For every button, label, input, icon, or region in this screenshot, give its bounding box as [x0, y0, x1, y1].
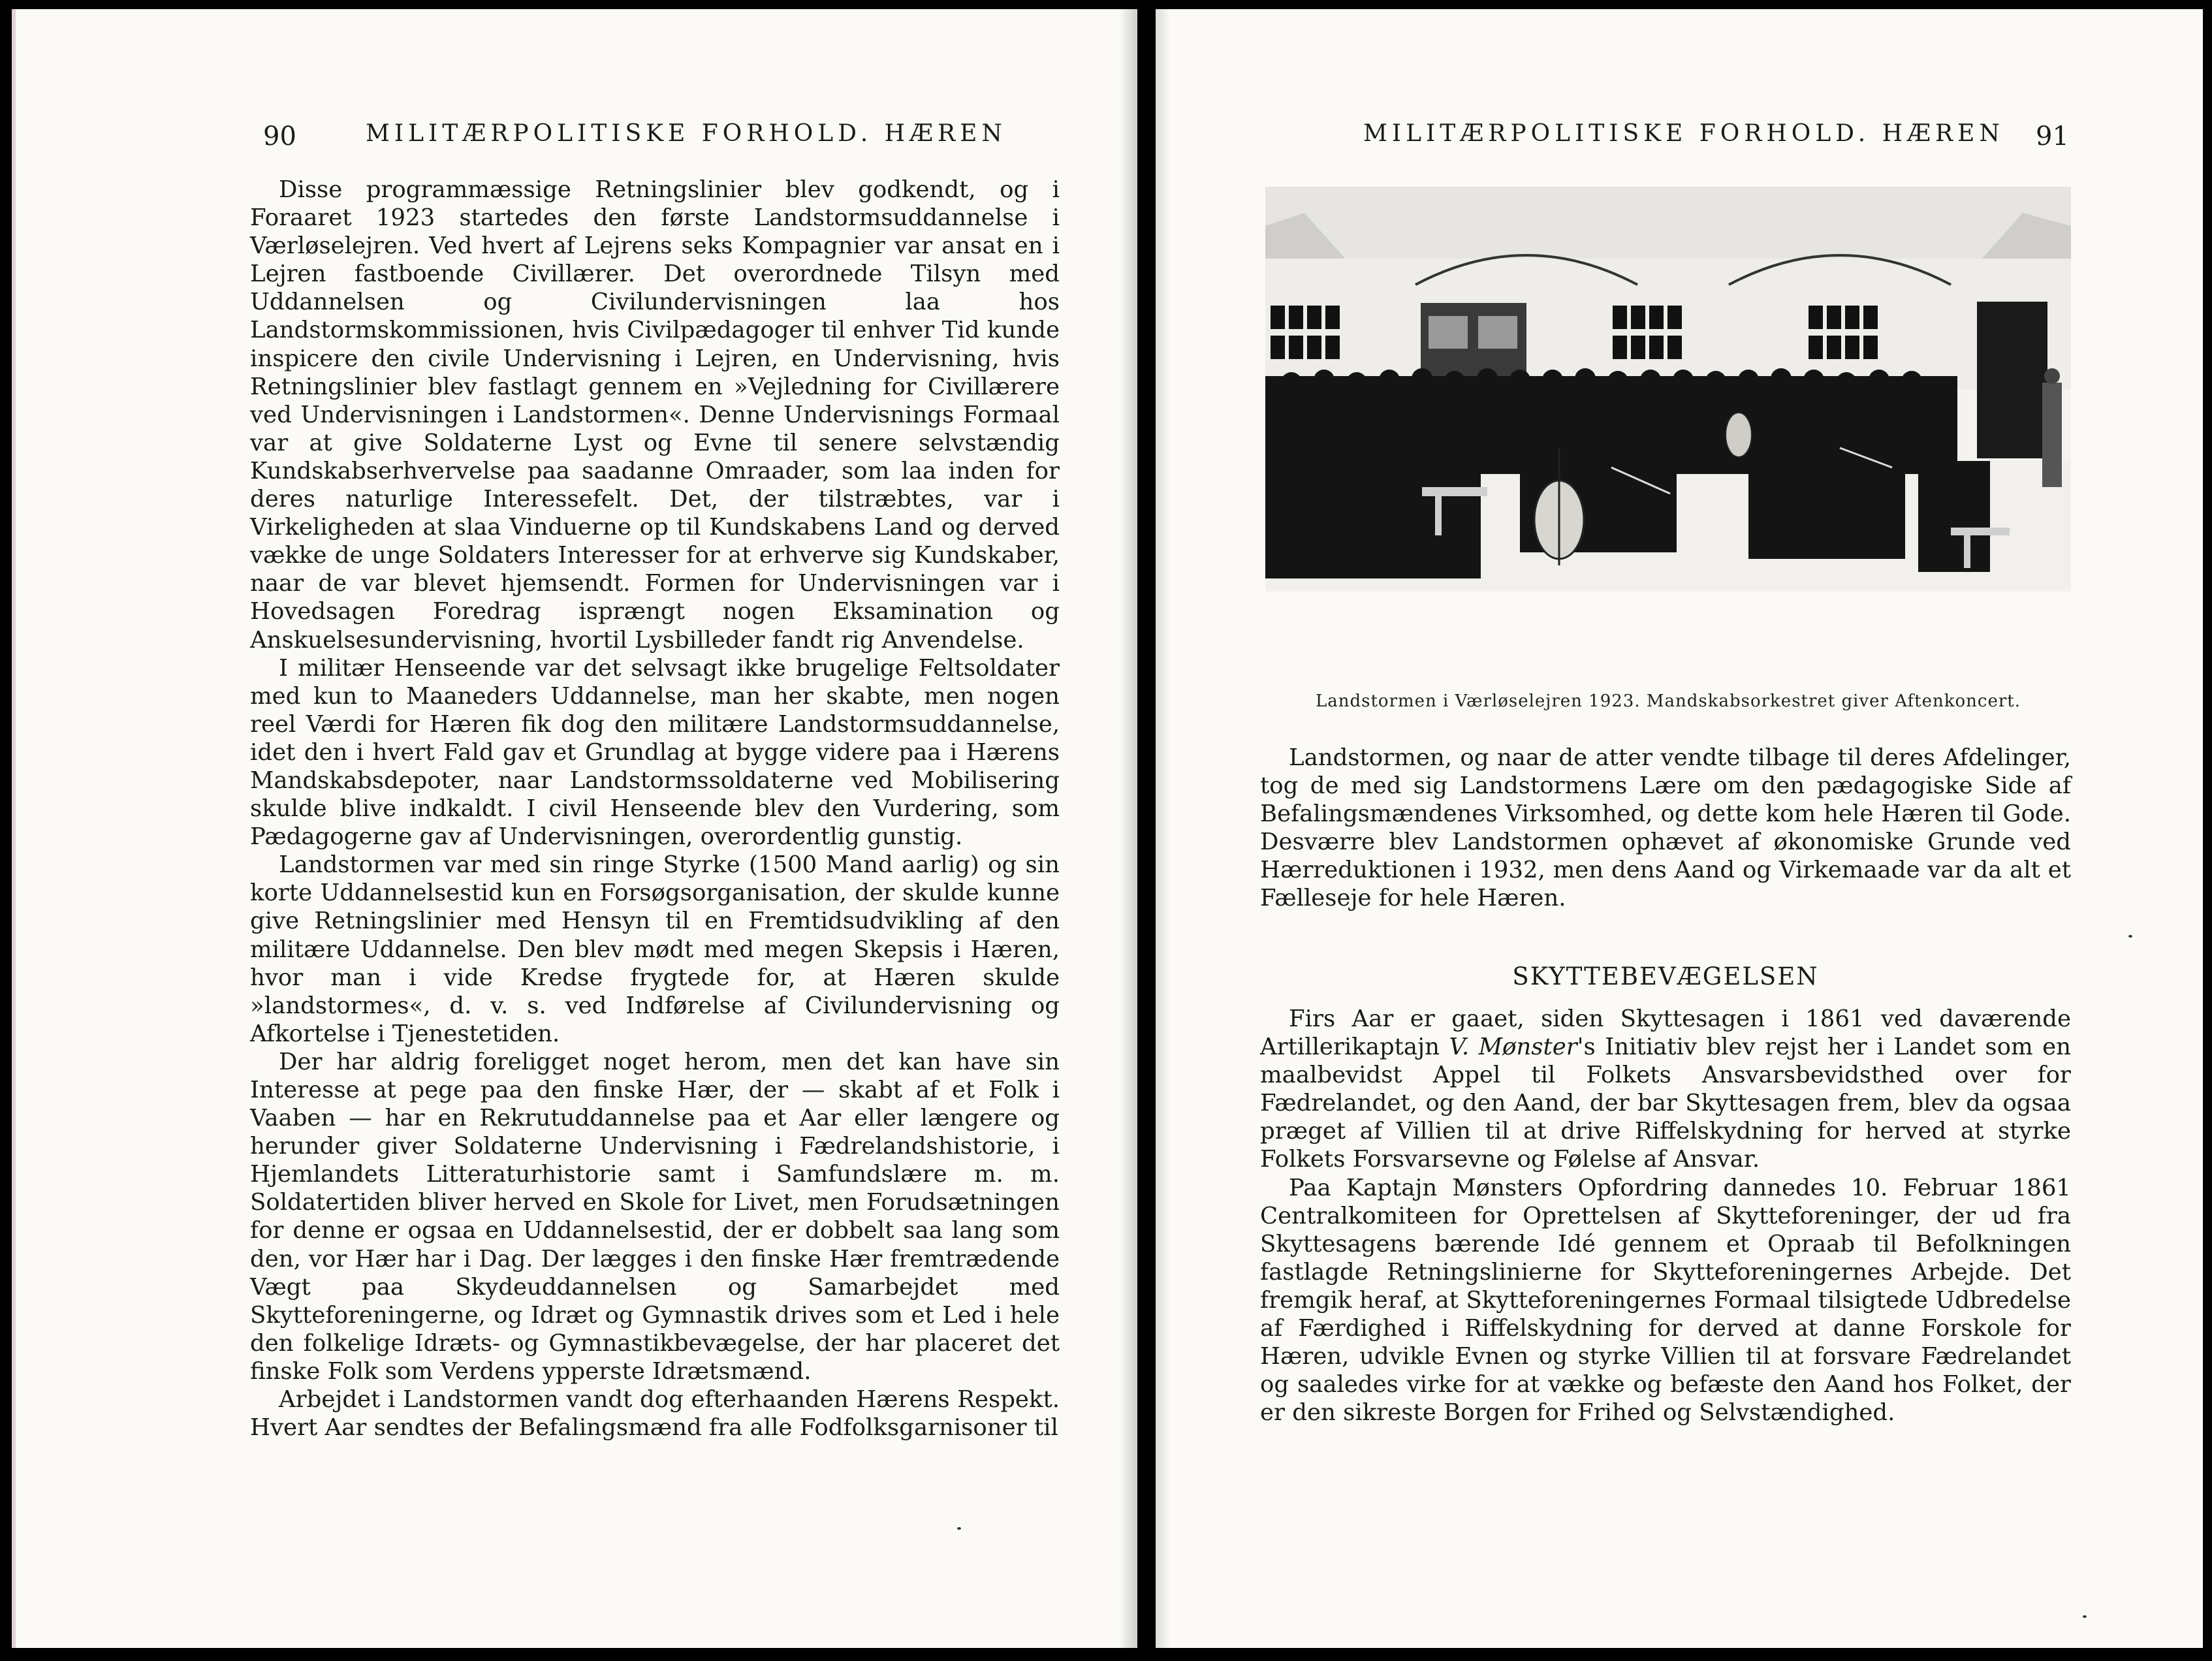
running-header: MILITÆRPOLITISKE FORHOLD. HÆREN	[366, 120, 1007, 147]
body-text	[250, 176, 1060, 1442]
body-text	[1260, 744, 2071, 913]
paragraph: Arbejdet i Landstormen vandt dog efterhaanden Hærens Respekt. Hvert Aar sendtes der Befalingsmænd fra alle Fodfolksgarnisoner til	[250, 1386, 1060, 1442]
section-body	[1260, 1005, 2071, 1427]
paragraph: Landstormen var med sin ringe Styrke (1500 Mand aarlig) og sin korte Uddannelsestid kun en Forsøgsorganisation, der skulde kunne give Retningslinier med Hensyn til en Fremtidsudvikling af den militære Uddannelse. Den blev mødt med megen Skepsis i Hæren, hvor man i vide Kredse frygtede for, at Hæren skulde »landstormes«, d. v. s. ved Indførelse af Civilundervisning og Afkortelse i Tjenestetiden.	[250, 851, 1060, 1047]
running-header: MILITÆRPOLITISKE FORHOLD. HÆREN	[1363, 120, 2004, 147]
text-run: 's Initiativ blev rejst her i Landet som en maalbevidst Appel til Folkets Ansvarsbevidsthed over for Fædrelandet, og den Aand, der bar Skyttesagen frem, blev da ogsaa præget af Villien til at drive Riffelskydning for herved at styrke Folkets Forsvarsevne og Følelse af Ansvar.	[1260, 1034, 2071, 1173]
page-number: 90	[263, 121, 296, 151]
photo-caption: Landstormen i Værløselejren 1923. Mandskabsorkestret giver Aftenkoncert.	[1315, 691, 2021, 711]
text-run: Firs Aar er gaaet, siden Skyttesagen i 1861 ved daværende Artillerikaptajn	[1260, 1005, 2071, 1061]
right-page	[1156, 9, 2203, 1648]
print-speck	[2128, 935, 2132, 938]
paragraph: Der har aldrig foreligget noget herom, men det kan have sin Interesse at pege paa den finske Hær, der — skabt af et Folk i Vaaben — har en Rekrutuddannelse paa et Aar eller længere og herunder giver Soldaterne Undervisning i Fædrelandshistorie, i Hjemlandets Litteraturhistorie samt i Samfundslære m. m. Soldatertiden bliver herved en Skole for Livet, men Forudsætningen for denne er ogsaa en Uddannelsestid, der er dobbelt saa lang som den, vor Hær har i Dag. Der lægges i den finske Hær fremtrædende Vægt paa Skydeuddannelsen og Samarbejdet med Skytteforeningerne, og Idræt og Gymnastik drives som et Led i hele den folkelige Idræts- og Gymnastikbevægelse, der har placeret det finske Folk som Verdens ypperste Idrætsmænd.	[250, 1048, 1060, 1385]
paragraph: Landstormen, og naar de atter vendte tilbage til deres Afdelinger, tog de med sig Landstormens Lære om den pædagogiske Side af Befalingsmændenes Virksomhed, og dette kom hele Hæren til Gode. Desværre blev Landstormen ophævet af økonomiske Grunde ved Hærreduktionen i 1932, men dens Aand og Virkemaade var da alt et Fælleseje for hele Hæren.	[1260, 744, 2071, 912]
page-number: 91	[2036, 121, 2069, 151]
left-page	[12, 9, 1137, 1648]
page-edge-mark	[12, 9, 16, 1648]
orchestra-photo	[1265, 187, 2071, 592]
print-speck	[957, 1527, 961, 1530]
person-name: V. Mønster	[1449, 1034, 1577, 1061]
paragraph: I militær Henseende var det selvsagt ikke brugelige Feltsoldater med kun to Maaneders Uddannelse, man her skabte, men nogen reel Værdi for Hæren fik dog den militære Landstormsuddannelse, idet den i hvert Fald gav et Grundlag at bygge videre paa i Hærens Mandskabsdepoter, naar Landstormssoldaterne ved Mobilisering skulde blive indkaldt. I civil Henseende blev den Vurdering, som Pædagogerne gav af Undervisningen, overordentlig gunstig.	[250, 654, 1060, 851]
paragraph	[1260, 1005, 2071, 1174]
section-title: SKYTTEBEVÆGELSEN	[1512, 962, 1819, 990]
print-speck	[2083, 1615, 2087, 1618]
paragraph: Paa Kaptajn Mønsters Opfordring dannedes 10. Februar 1861 Centralkomiteen for Oprettelsen af Skytteforeninger, der ud fra Skyttesagens bærende Idé gennem et Opraab til Befolkningen fastlagde Retningslinierne for Skytteforeningernes Arbejde. Det fremgik heraf, at Skytteforeningernes Formaal tilsigtede Udbredelse af Færdighed i Riffelskydning for derved at danne Forskole for Hæren, udvikle Evnen og styrke Villien til at forsvare Fædrelandet og saaledes virke for at vække og befæste den Aand hos Folket, der er den sikreste Borgen for Frihed og Selvstændighed.	[1260, 1174, 2071, 1427]
paragraph: Disse programmæssige Retningslinier blev godkendt, og i Foraaret 1923 startedes den første Landstormsuddannelse i Værløselejren. Ved hvert af Lejrens seks Kompagnier var ansat en i Lejren fastboende Civillærer. Det overordnede Tilsyn med Uddannelsen og Civilundervisningen laa hos Landstormskommissionen, hvis Civilpædagoger til enhver Tid kunde inspicere den civile Undervisning i Lejren, en Undervisning, hvis Retningslinier blev fastlagt gennem en »Vejledning for Civillærere ved Undervisningen i Landstormen«. Denne Undervisnings Formaal var at give Soldaterne Lyst og Evne til senere selvstændig Kundskabserhvervelse paa saadanne Omraader, som laa inden for deres naturlige Interessefelt. Det, der tilstræbtes, var i Virkeligheden at slaa Vinduerne op til Kundskabens Land og derved vække de unge Soldaters Interesser for at erhverve sig Kundskaber, naar de var blevet hjemsendt. Formen for Undervisningen var i Hovedsagen Foredrag isprængt nogen Eksamination og Anskuelsesundervisning, hvortil Lysbilleder fandt rig Anvendelse.	[250, 176, 1060, 654]
